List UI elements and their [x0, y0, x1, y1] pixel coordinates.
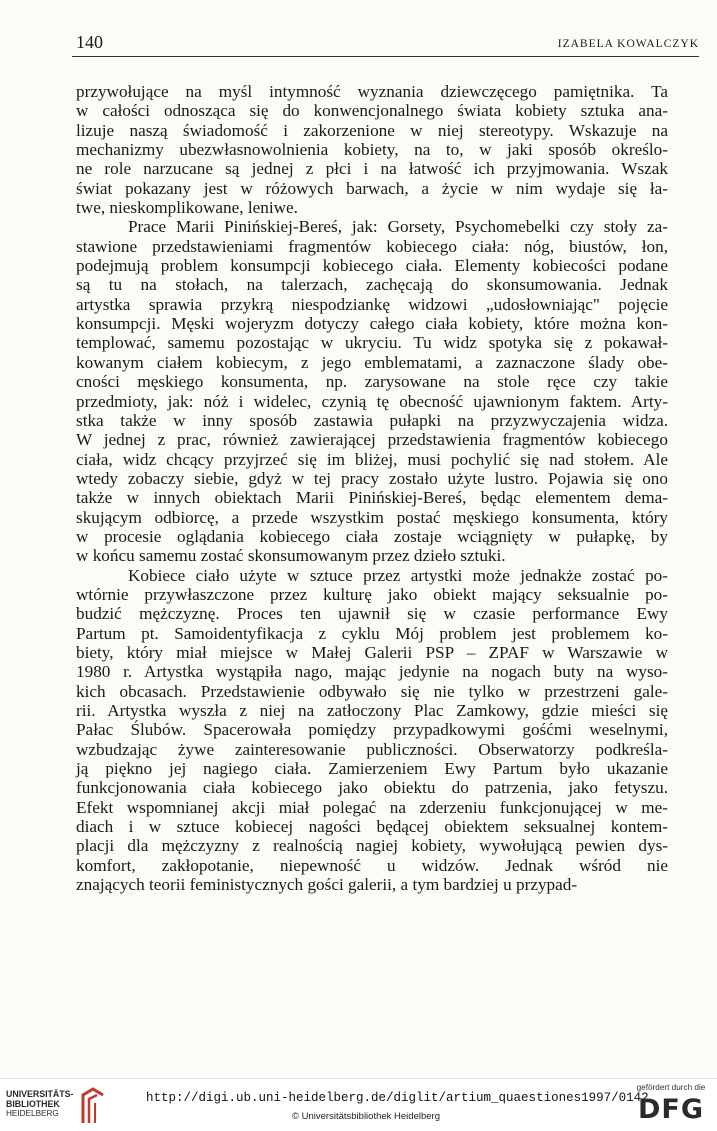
text-line: Efekt wspomnianej akcji miał polegać na zderzeniu funkcjonującej w me- — [76, 797, 668, 817]
heidelberg-library-logo — [6, 1083, 116, 1127]
text-line: artystka sprawia przykrą niespodziankę widzowi „udosłowniając" pojęcie — [76, 294, 668, 314]
text-line: skującym odbiorcę, a przede wszystkim postać męskiego konsumenta, który — [76, 507, 668, 527]
text-line: konsumpcji. Męski wojeryzm dotyczy całego ciała kobiety, które można kon- — [76, 314, 668, 334]
text-line: W jednej z prac, również zawierającej przedstawienia fragmentów kobiecego — [76, 430, 668, 450]
copyright-notice: © Universitätsbibliothek Heidelberg — [292, 1111, 440, 1122]
funding-caption: gefördert durch die — [636, 1083, 706, 1092]
text-line: placji dla mężczyzny z realnością nagiej kobiety, wywołującą pewien dys- — [76, 836, 668, 856]
text-line: lizuje naszą świadomość i zakorzenione w niej stereotypy. Wskazuje na — [76, 120, 668, 140]
library-name — [6, 1089, 73, 1119]
text-line: stawione przedstawieniami fragmentów kobiecego ciała: nóg, biustów, łon, — [76, 236, 668, 256]
text-line: 1980 r. Artystka wystąpiła nago, mając jedynie na nogach buty na wyso- — [76, 662, 668, 682]
library-name-line: UNIVERSITÄTS- — [6, 1089, 74, 1099]
text-line: świat pokazany jest w różowych barwach, a życie w nim wydaje się ła- — [76, 178, 668, 198]
running-head-author: IZABELA KOWALCZYK — [557, 38, 699, 50]
dfg-funding-logo — [633, 1083, 709, 1127]
text-line: przywołujące na myśl intymność wyznania dziewczęcego pamiętnika. Ta — [76, 82, 668, 101]
text-line: przedmioty, jak: nóż i widelec, czynią tę obecność ujawnionym faktem. Arty- — [76, 391, 668, 411]
text-line: biety, który miał miejsce w Małej Galerii PSP – ZPAF w Warszawie w — [76, 642, 668, 662]
page-number: 140 — [76, 32, 103, 52]
text-line: budzić mężczyznę. Proces ten ujawnił się w czasie performance Ewy — [76, 604, 668, 624]
text-line: funkcjonowania ciała kobiecego jako obiektu do patrzenia, jako fetyszu. — [76, 778, 668, 798]
text-line: rii. Artystka wyszła z niej na zatłoczony Plac Zamkowy, gdzie mieści się — [76, 701, 668, 720]
text-line: komfort, zakłopotanie, niepewność u widzów. Jednak wśród nie — [76, 855, 668, 875]
text-line: Pałac Ślubów. Spacerowała pomiędzy przypadkowymi gośćmi weselnymi, — [76, 720, 668, 740]
dfg-logo: DFG — [637, 1094, 705, 1125]
body-text — [76, 82, 668, 894]
digitization-footer — [0, 1078, 717, 1131]
running-head — [72, 32, 699, 57]
text-line: ne role narzucane są jednej z płci i na łatwość ich przyjmowania. Wszak — [76, 159, 668, 179]
paragraph-1 — [76, 82, 668, 217]
text-line: Partum pt. Samoidentyfikacja z cyklu Mój problem jest problemem ko- — [76, 623, 668, 643]
text-line: templować, samemu pozostając w ukryciu. Tu widz spotyka się z pokawał- — [76, 333, 668, 353]
text-line: w całości odnosząca się do konwencjonalnego świata kobiety sztuka ana- — [76, 101, 668, 121]
text-line: cności męskiego konsumenta, np. zarysowane na stole ręce czy takie — [76, 372, 668, 392]
text-line: kowanym ciałem kobiecym, z jego emblematami, a zaznaczone ślady obe- — [76, 352, 668, 372]
text-line: kich obcasach. Przedstawienie odbywało się nie tylko w przestrzeni gale- — [76, 681, 668, 701]
text-line: wtórnie przywłaszczone przez kulturę jako obiekt mający seksualnie po- — [76, 584, 668, 604]
text-line: ciała, widz chcący przyjrzeć się im bliżej, musi pochylić się nad stołem. Ale — [76, 449, 668, 469]
text-line: wzbudzając żywe zainteresowanie publiczności. Obserwatorzy podkreśla- — [76, 739, 668, 759]
text-line: znających teorii feministycznych gości galerii, a tym bardziej u przypad- — [76, 875, 578, 895]
source-url-link[interactable]: http://digi.ub.uni-heidelberg.de/diglit/artium_quaestiones1997/0142 — [146, 1091, 649, 1105]
paragraph-3 — [76, 566, 668, 895]
text-line: wtedy zobaczy siebie, gdyż w tej pracy zostało użyte lustro. Pojawia się ono — [76, 468, 668, 488]
text-line: Kobiece ciało użyte w sztuce przez artystki może jednakże zostać po- — [128, 565, 668, 585]
text-line: ją piękno jej nagiego ciała. Zamierzeniem Ewy Partum było ukazanie — [76, 759, 668, 779]
text-line: diach i w sztuce kobiecej nagości będącej obiektem seksualnej kontem- — [76, 817, 668, 837]
text-line: twe, nieskomplikowane, leniwe. — [76, 198, 298, 218]
library-name-line: HEIDELBERG — [6, 1109, 59, 1118]
text-line: także w innych obiektach Marii Pinińskiej-Bereś, będąc elementem dema- — [76, 488, 668, 508]
paragraph-2 — [76, 217, 668, 565]
library-name-line: BIBLIOTHEK — [6, 1099, 60, 1109]
library-mark-icon — [80, 1087, 106, 1125]
text-line: podejmują problem konsumpcji kobiecego ciała. Elementy kobiecości podane — [76, 256, 668, 276]
text-line: Prace Marii Pinińskiej-Bereś, jak: Gorsety, Psychomebelki czy stoły za- — [128, 217, 668, 237]
text-line: są tu na stołach, na talerzach, zachęcają do skonsumowania. Jednak — [76, 275, 668, 295]
text-line: w końcu samemu zostać skonsumowanym przez dzieło sztuki. — [76, 546, 506, 566]
text-line: w procesie oglądania kobiecego ciała zostaje wciągnięty w pułapkę, by — [76, 526, 668, 546]
text-line: mechanizmy ubezwłasnowolnienia kobiety, na to, w jaki sposób określo- — [76, 140, 668, 160]
text-line: stka także w inny sposób zastawia pułapki na przyzwyczajenia widza. — [76, 410, 668, 430]
